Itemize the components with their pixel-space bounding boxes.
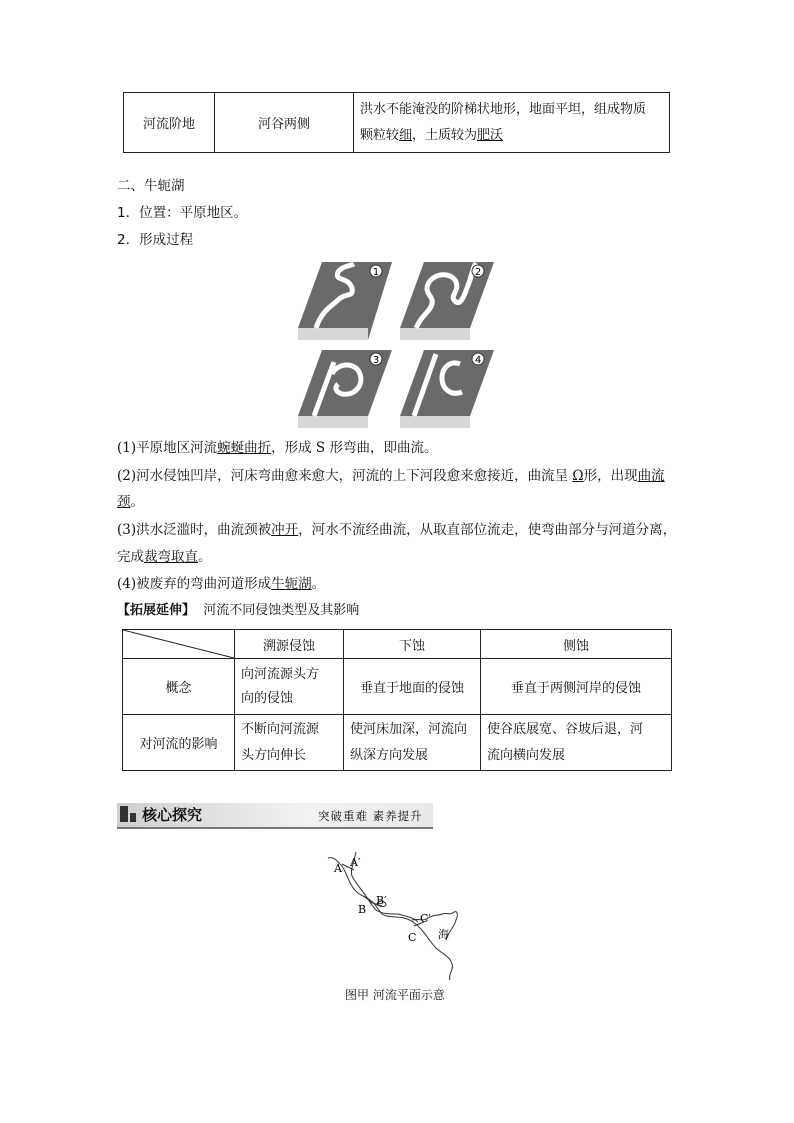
step-text: (1)平原地区河流 [117, 440, 218, 456]
step-text: 形，出现 [583, 468, 638, 484]
concept-lateral: 垂直于两侧河岸的侵蚀 [481, 659, 672, 715]
terrace-desc-line1: 洪水不能淹没的阶梯状地形，地面平坦，组成物质 [360, 101, 647, 117]
oxbow-formation-diagram [298, 260, 498, 430]
panel-label-4: 4 [474, 355, 482, 366]
oxbow-panel-3 [298, 350, 392, 428]
oxbow-panel-1 [298, 262, 392, 340]
step-4 [117, 574, 325, 594]
concept-downcut: 垂直于地面的侵蚀 [344, 659, 481, 715]
step-underlined: 冲开 [271, 522, 299, 538]
step-text: (2)河水侵蚀凹岸，河床弯曲愈来愈大，河流的上下河段愈来愈接近，曲流呈 [117, 468, 573, 484]
step-text: 完成 [117, 549, 144, 565]
terrace-table [123, 92, 670, 153]
concept-headward [235, 659, 344, 715]
cell-line: 头方向伸长 [241, 747, 307, 763]
section-marker-icon-small [130, 813, 136, 822]
cell-line: 使谷底展宽、谷坡后退，河 [487, 721, 644, 737]
impact-lateral [481, 715, 672, 771]
step-1 [117, 438, 437, 458]
step-text: 。 [198, 549, 212, 565]
impact-headward [235, 715, 344, 771]
section-marker-icon [120, 806, 128, 822]
label-sea: 海 [438, 928, 449, 941]
row-concept-label: 概念 [123, 659, 235, 715]
section-title: 二、牛轭湖 [117, 178, 185, 194]
terrace-desc-line2 [360, 123, 663, 149]
panel-label-3: 3 [372, 355, 380, 366]
step-underlined: Ω [572, 468, 584, 484]
step-underlined: 曲流 [637, 468, 665, 484]
cell-line: 向河流源头方 [241, 666, 320, 682]
step-3-cont [117, 547, 212, 567]
step-2-cont [117, 492, 144, 512]
panel-label-2: 2 [474, 267, 482, 278]
extension-tag: 【拓展延伸】 [117, 603, 196, 618]
header-downcut: 下蚀 [344, 630, 481, 659]
step-underlined: 蜿蜒曲折 [217, 440, 272, 456]
extension-heading [117, 601, 359, 621]
oxbow-panel-4 [400, 350, 494, 428]
cell-line: 不断向河流源 [241, 721, 320, 737]
step-underlined: 裁弯取直 [144, 549, 198, 565]
diagonal-line [123, 630, 234, 658]
step-2 [117, 466, 665, 486]
header-lateral: 侧蚀 [481, 630, 672, 659]
row-impact-label: 对河流的影响 [123, 715, 235, 771]
terrace-name: 河流阶地 [124, 93, 215, 153]
cell-line: 流向横向发展 [487, 747, 566, 763]
extension-title: 河流不同侵蚀类型及其影响 [203, 603, 360, 618]
diagonal-cell [123, 630, 235, 659]
impact-downcut [344, 715, 481, 771]
oxbow-panel-2 [400, 262, 494, 340]
step-text: ，河水不流经曲流，从取直部位流走，使弯曲部分与河道分离， [298, 522, 677, 538]
cell-line: 纵深方向发展 [350, 747, 429, 763]
label-C-prime: C′ [420, 912, 431, 925]
step-text: (4)被废弃的弯曲河道形成 [117, 576, 272, 592]
desc-text: 颗粒较 [360, 127, 400, 143]
panel-label-1: 1 [372, 267, 380, 278]
label-C: C [408, 931, 417, 944]
process-item: 2．形成过程 [117, 232, 194, 248]
core-subtitle: 突破重难 素养提升 [318, 809, 423, 823]
desc-underlined: 肥沃 [477, 127, 504, 143]
cell-line: 向的侵蚀 [241, 690, 294, 706]
desc-underlined: 细 [399, 127, 413, 143]
desc-text: ，土质较为 [412, 127, 478, 143]
step-text: 。 [311, 576, 326, 592]
label-B: B [358, 903, 367, 916]
label-A: A [334, 862, 342, 875]
terrace-description [354, 93, 670, 153]
step-text: (3)洪水泛滥时，曲流颈被 [117, 522, 272, 538]
core-title: 核心探究 [142, 806, 203, 824]
erosion-table [122, 629, 672, 771]
step-3 [117, 520, 676, 540]
step-underlined: 颈 [117, 494, 131, 510]
location-item: 1．位置：平原地区。 [117, 205, 248, 221]
terrace-location: 河谷两侧 [215, 93, 354, 153]
label-A-prime: A′ [350, 856, 361, 869]
label-B-prime: B′ [376, 894, 387, 907]
step-text: ，形成 S 形弯曲，即曲流。 [271, 440, 438, 456]
cell-line: 使河床加深，河流向 [350, 721, 468, 737]
step-text: 。 [130, 494, 144, 510]
river-plan-map [326, 852, 466, 1002]
step-underlined: 牛轭湖 [271, 576, 312, 592]
header-headward: 溯源侵蚀 [235, 630, 344, 659]
map-caption: 图甲 河流平面示意 [345, 988, 445, 1002]
